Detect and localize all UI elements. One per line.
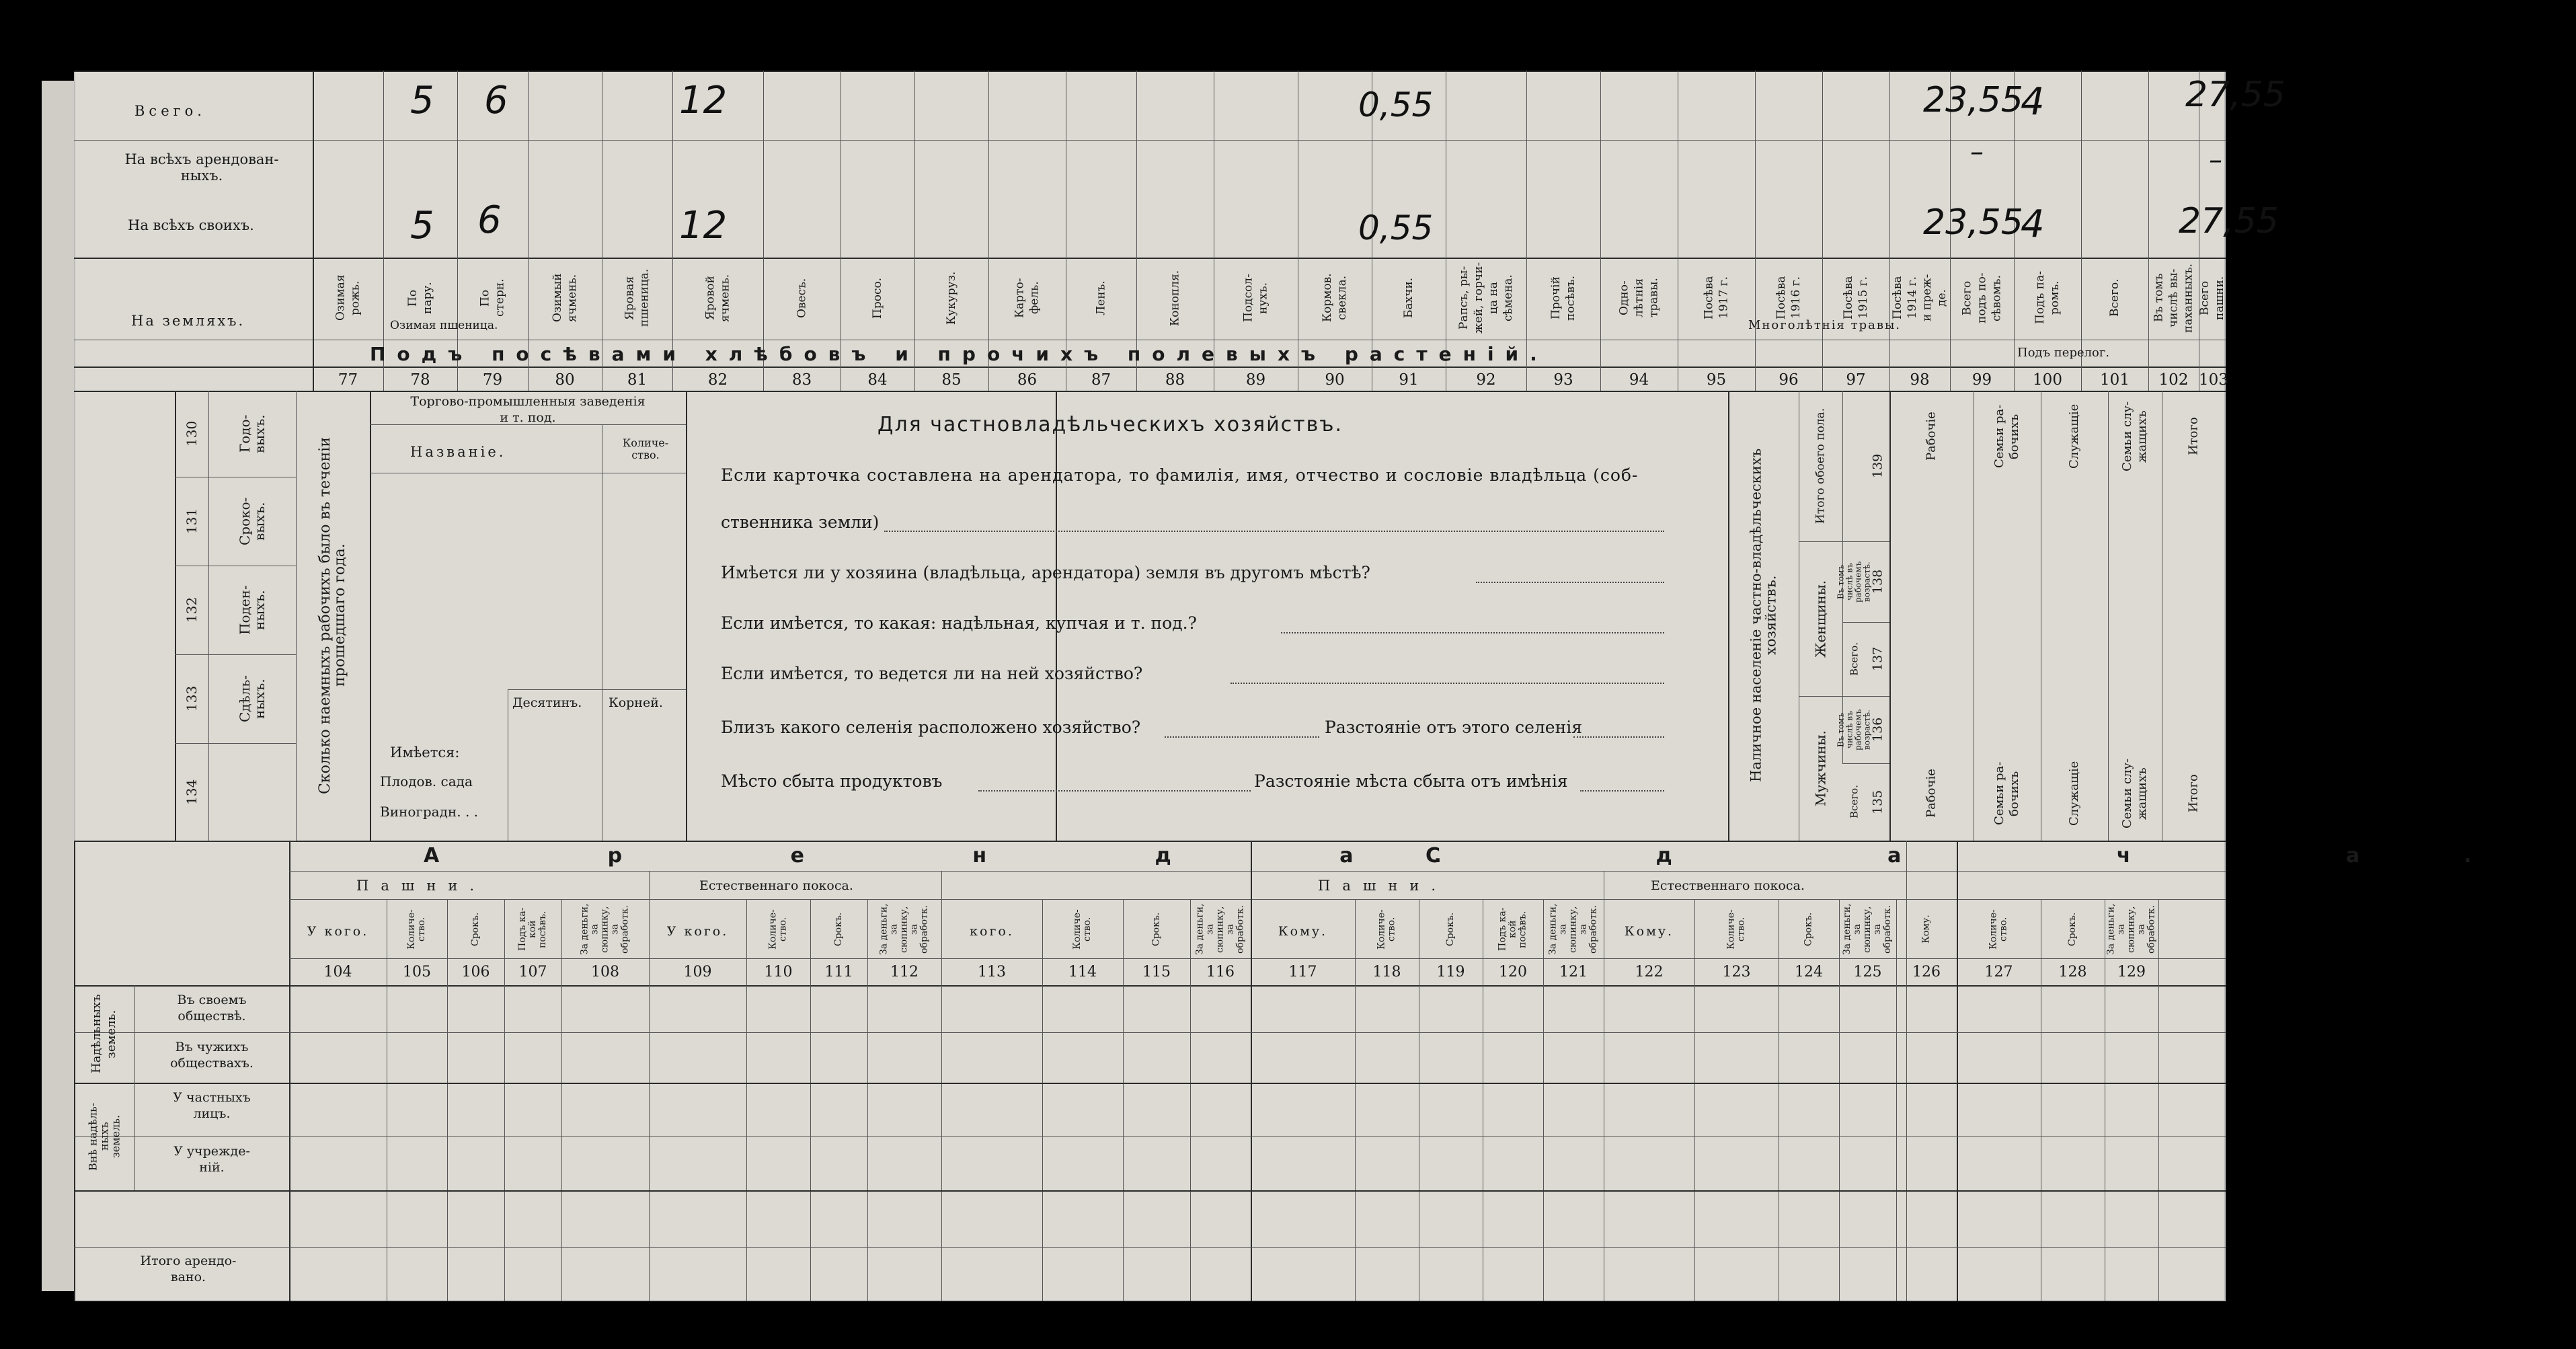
staff-col-bottom-4: Итого: [2186, 774, 2201, 813]
column-header-89: Подсол- нухъ.: [1241, 274, 1270, 322]
column-number-94: 94: [1629, 371, 1649, 389]
handwritten-vsego-91: 0,55: [1358, 85, 1434, 124]
column-header-101: Всего.: [2108, 278, 2121, 317]
bottom-col-header-121: За деньги, за сюпинку, за обработк.: [1547, 903, 1599, 956]
rule-line: [289, 958, 2226, 959]
worker-row-number-131: 131: [184, 508, 200, 535]
staff-col-top-0: Рабочіе: [1924, 412, 1939, 461]
column-header-81: Яровая пшеница.: [623, 268, 652, 327]
column-header-99: Всего подъ по- сѣвомъ.: [1960, 272, 2004, 323]
question-owner: Если карточка составлена на арендатора, то фамилія, имя, отчество и сословіе владѣльца (соб-: [721, 465, 1639, 485]
column-header-98: Посѣва 1914 г. и преж- де.: [1891, 274, 1949, 322]
bottom-col-header-123: Количе- ство.: [1725, 909, 1747, 950]
rule-line: [74, 1083, 2226, 1084]
handwritten-svoih-78: 5: [410, 204, 434, 247]
bottom-col-header-104: У кого.: [307, 924, 369, 939]
rule-line: [2148, 71, 2149, 391]
rule-line: [649, 871, 650, 899]
bottom-row-label-1: Въ чужихъ обществахъ.: [170, 1040, 253, 1071]
muzhchin-label: Мужчины.: [1812, 730, 1829, 806]
bottom-col-number-112: 112: [890, 964, 919, 980]
korney-label: Корней.: [609, 695, 663, 710]
bottom-col-number-116: 116: [1206, 964, 1235, 980]
rule-line: [2158, 899, 2159, 1301]
worker-row-label-131: Сроко- выхъ.: [237, 497, 268, 545]
column-number-92: 92: [1476, 371, 1496, 389]
bottom-col-header-108: За деньги, за сюпинку, за обработк.: [579, 903, 631, 956]
bottom-col-header-114: Количе- ство.: [1072, 909, 1093, 950]
bottom-col-header-128: Срокъ.: [2067, 912, 2078, 947]
dots-village-distance: [1573, 736, 1664, 738]
column-number-81: 81: [627, 371, 648, 389]
column-number-82: 82: [707, 371, 728, 389]
rule-line: [1694, 899, 1695, 1301]
rule-line: [1251, 841, 1252, 1301]
bottom-col-number-110: 110: [764, 964, 793, 980]
bottom-col-number-106: 106: [461, 964, 490, 980]
group-vne-nadelnyh: Внѣ надѣль- ныхъ земель.: [86, 1102, 122, 1171]
census-card: [74, 71, 2576, 1301]
worker-row-label-132: Поден- ныхъ.: [237, 585, 268, 635]
column-header-93: Прочій посѣвъ.: [1549, 275, 1577, 321]
rule-line: [941, 871, 942, 899]
column-number-84: 84: [867, 371, 888, 389]
column-header-92: Рапсъ, ры- жей, горчи- ца на сѣмена.: [1457, 262, 1515, 334]
bottom-row-label-3: У учрежде- ній.: [173, 1144, 250, 1175]
arenda-pashni-label: Пашни.: [356, 878, 487, 894]
mnogoletnie-label: Многолѣтнія травы.: [1748, 318, 1902, 332]
handwritten-vsego-103: 27,55: [2185, 75, 2286, 115]
dots-land-type: [1281, 632, 1664, 633]
vinograd-label: Виноградн. . .: [380, 804, 479, 820]
rule-line: [74, 1136, 2226, 1137]
column-header-103: Всего пашни.: [2198, 276, 2226, 320]
vsego-label-f: Всего.: [1848, 642, 1861, 676]
row-label-na-zemlyah: На земляхъ.: [131, 313, 245, 329]
rule-line: [1042, 899, 1043, 1301]
rule-line: [1543, 899, 1544, 1301]
bottom-col-number-122: 122: [1635, 964, 1664, 980]
column-number-85: 85: [941, 371, 962, 389]
rule-line: [289, 871, 2226, 872]
rule-line: [74, 71, 2226, 72]
column-header-77: Озимая рожь.: [334, 274, 362, 321]
v-tom-chisle-label-f: Въ томъ числѣ въ рабочемъ возрастѣ.: [1836, 561, 1872, 603]
rule-line: [289, 841, 290, 1301]
imeetsya-label: Имѣется:: [390, 744, 460, 761]
column-number-100: 100: [2033, 371, 2062, 389]
staff-col-top-1: Семьи ра- бочихъ: [1992, 404, 2021, 469]
rule-line: [74, 391, 2226, 392]
rule-line: [1755, 71, 1756, 391]
rule-line: [1123, 899, 1124, 1301]
sdacha-banner: С д а ч а.: [1426, 844, 2576, 868]
itogo-obeih-label: Итого обоего пола.: [1813, 408, 1828, 525]
bottom-col-header-126: Кому.: [1920, 915, 1932, 944]
sdacha-pashni-label: Пашни.: [1318, 878, 1448, 894]
bottom-col-header-107: Подъ ка- кой посѣвъ.: [517, 907, 548, 952]
question-market-distance: Разстояніе мѣста сбыта отъ имѣнія: [1254, 771, 1568, 791]
private-farm-title: Для частновладѣльческихъ хозяйствъ.: [877, 413, 1343, 436]
staff-col-bottom-3: Семьи слу- жащихъ: [2120, 758, 2149, 829]
column-header-86: Карто- фель.: [1013, 278, 1042, 318]
column-header-102: Въ томъ числѣ вы- паханныхъ.: [2152, 263, 2195, 333]
column-number-90: 90: [1325, 371, 1345, 389]
population-number-135: 135: [1870, 789, 1885, 814]
bottom-col-header-105: Количе- ство.: [406, 909, 427, 950]
dots-market-distance: [1580, 790, 1664, 792]
question-land-type: Если имѣется, то какая: надѣльная, купчая и т. под.?: [721, 613, 1197, 633]
plodov-label: Плодов. сада: [380, 773, 473, 789]
rule-line: [313, 71, 314, 391]
handwritten-arend-103: –: [2209, 145, 2222, 176]
rule-line: [686, 391, 687, 841]
handwritten-arend-99: –: [1970, 137, 1984, 167]
population-number-139: 139: [1870, 453, 1885, 479]
handwritten-svoih-82: 12: [679, 204, 728, 247]
bottom-col-number-111: 111: [824, 964, 853, 980]
rule-line: [941, 899, 942, 1301]
handwritten-vsego-99: 23,55: [1923, 80, 2023, 120]
bottom-col-number-125: 125: [1853, 964, 1882, 980]
handwritten-svoih-103: 27,55: [2179, 201, 2279, 241]
bottom-col-header-127: Количе- ство.: [1988, 909, 2009, 950]
worker-row-number-132: 132: [184, 596, 200, 623]
column-header-85: Кукуруз.: [945, 271, 958, 325]
bottom-col-header-120: Подъ ка- кой посѣвъ.: [1497, 907, 1528, 952]
question-farming: Если имѣется, то ведется ли на ней хозяйство?: [721, 664, 1143, 683]
bottom-col-number-114: 114: [1068, 964, 1097, 980]
rule-line: [649, 899, 650, 1301]
bottom-col-header-116: За деньги, за сюпинку, за обработк.: [1194, 903, 1246, 956]
arenda-pokos-label: Естественнаго покоса.: [699, 878, 853, 893]
column-number-101: 101: [2100, 371, 2130, 389]
bottom-col-header-106: Срокъ.: [470, 912, 481, 947]
rule-line: [746, 899, 747, 1301]
column-number-87: 87: [1091, 371, 1111, 389]
column-header-100: Подъ па- ромъ.: [2033, 271, 2062, 325]
staff-col-top-3: Семьи слу- жащихъ: [2120, 401, 2149, 472]
question-village: Близъ какого селенія расположено хозяйство?: [721, 718, 1141, 737]
column-number-89: 89: [1245, 371, 1266, 389]
column-number-83: 83: [791, 371, 812, 389]
column-number-78: 78: [410, 371, 430, 389]
column-header-95: Посѣва 1917 г.: [1702, 276, 1731, 320]
vsego-label-m: Всего.: [1848, 785, 1861, 819]
itogo-arendovano-label: Итого арендо- вано.: [140, 1254, 237, 1284]
column-number-95: 95: [1706, 371, 1727, 389]
rule-line: [74, 1190, 2226, 1192]
column-number-103: 103: [2199, 371, 2228, 389]
question-other-land: Имѣется ли у хозяина (владѣльца, арендатора) земля въ другомъ мѣстѣ?: [721, 563, 1370, 582]
rule-line: [508, 689, 686, 690]
ozimaya-pshenitsa-label: Озимая пшеница.: [390, 319, 498, 332]
rule-line: [2081, 71, 2082, 391]
population-number-136: 136: [1870, 717, 1885, 742]
rule-line: [1600, 71, 1601, 391]
rule-line: [74, 985, 2226, 987]
column-number-88: 88: [1165, 371, 1185, 389]
column-number-97: 97: [1846, 371, 1866, 389]
handwritten-vsego-100: 4: [2021, 80, 2045, 124]
worker-row-number-134: 134: [184, 779, 200, 805]
row-label-vsego: Всего.: [134, 103, 206, 119]
bottom-col-header-115: Срокъ.: [1150, 912, 1162, 947]
rule-line: [289, 899, 2226, 900]
bottom-col-number-115: 115: [1142, 964, 1171, 980]
bottom-col-number-119: 119: [1436, 964, 1465, 980]
column-header-97: Посѣва 1915 г.: [1842, 276, 1870, 320]
rule-line: [134, 985, 135, 1190]
rule-line: [810, 899, 811, 1301]
column-header-79: По стерн.: [478, 278, 507, 317]
bottom-row-label-0: Въ своемъ обществѣ.: [177, 993, 247, 1024]
bottom-col-number-126: 126: [1912, 964, 1941, 980]
bottom-col-number-118: 118: [1372, 964, 1401, 980]
bottom-col-number-121: 121: [1559, 964, 1588, 980]
rule-line: [74, 1247, 2226, 1248]
staff-col-top-2: Служащіе: [2067, 403, 2081, 469]
bottom-col-number-109: 109: [683, 964, 712, 980]
handwritten-svoih-100: 4: [2021, 202, 2045, 246]
rule-line: [447, 899, 448, 1301]
bottom-col-header-125: За деньги, за сюпинку, за обработк.: [1842, 903, 1893, 956]
column-header-84: Просо.: [871, 277, 884, 319]
group-nadelnyh: Надѣльныхъ земель.: [89, 994, 118, 1074]
column-header-88: Конопля.: [1168, 270, 1182, 326]
trade-title: Торгово-промышленныя заведенія и т. под.: [410, 394, 646, 425]
column-header-91: Бахчи.: [1402, 277, 1415, 319]
rule-line: [1889, 71, 1890, 391]
v-tom-chisle-label-m: Въ томъ числѣ въ рабочемъ возрастѣ.: [1836, 709, 1872, 750]
column-number-96: 96: [1779, 371, 1799, 389]
worker-row-number-133: 133: [184, 685, 200, 712]
rule-line: [561, 899, 562, 1301]
rule-line: [74, 258, 2226, 259]
dots-owner: [884, 531, 1664, 532]
worker-row-label-134: [208, 743, 296, 841]
rule-line: [1822, 71, 1823, 391]
rule-line: [504, 899, 505, 1301]
hired-workers-side-label: Сколько наемныхъ рабочихъ было въ теченіи прошедшаго года.: [317, 436, 348, 794]
rule-line: [1355, 899, 1356, 1301]
bottom-col-number-129: 129: [2117, 964, 2146, 980]
population-number-137: 137: [1870, 646, 1885, 672]
handwritten-vsego-78: 5: [410, 79, 434, 122]
rule-line: [867, 899, 868, 1301]
worker-row-label-133: Сдѣль- ныхъ.: [237, 674, 268, 723]
column-header-94: Одно- лѣтнія травы.: [1617, 278, 1661, 318]
rule-line: [74, 367, 2226, 368]
staff-col-bottom-0: Рабочіе: [1924, 769, 1939, 818]
question-market: Мѣсто сбыта продуктовъ: [721, 771, 943, 791]
bottom-col-header-117: Кому.: [1278, 924, 1328, 939]
bottom-col-number-105: 105: [403, 964, 431, 980]
dots-other-land: [1476, 582, 1664, 583]
desyatin-label: Десятинъ.: [512, 695, 582, 710]
handwritten-svoih-91: 0,55: [1358, 208, 1434, 247]
rule-line: [1896, 899, 1897, 1301]
column-header-96: Посѣва 1916 г.: [1774, 276, 1803, 320]
sdacha-pokos-label: Естественнаго покоса.: [1651, 878, 1805, 893]
column-number-86: 86: [1017, 371, 1038, 389]
bottom-col-header-112: За деньги, за сюпинку, за обработк.: [878, 903, 930, 956]
bottom-col-number-127: 127: [1984, 964, 2013, 980]
bottom-row-label-2: У частныхъ лицъ.: [173, 1090, 251, 1121]
column-number-79: 79: [482, 371, 503, 389]
bottom-col-number-120: 120: [1499, 964, 1527, 980]
bottom-col-header-122: Кому.: [1624, 924, 1674, 939]
handwritten-vsego-82: 12: [679, 79, 728, 122]
dots-market: [978, 790, 1251, 792]
bottom-col-header-111: Срокъ.: [833, 912, 844, 947]
bottom-col-header-129: За деньги, за сюпинку, за обработк.: [2105, 903, 2157, 956]
column-header-78: По пару.: [406, 282, 434, 314]
bottom-col-number-104: 104: [323, 964, 352, 980]
row-label-svoih: На всѣхъ своихъ.: [128, 217, 254, 233]
column-header-83: Овесъ.: [795, 278, 809, 318]
column-number-99: 99: [1972, 371, 1992, 389]
bottom-col-header-109: У кого.: [666, 924, 729, 939]
worker-row-label-130: Годо- выхъ.: [237, 414, 268, 453]
card-canvas: [74, 71, 2576, 1301]
bottom-col-number-124: 124: [1795, 964, 1823, 980]
handwritten-vsego-79: 6: [484, 79, 508, 122]
handwritten-svoih-79: 6: [477, 198, 502, 242]
column-number-102: 102: [2158, 371, 2189, 389]
bottom-col-number-128: 128: [2058, 964, 2087, 980]
rule-line: [74, 1032, 2226, 1033]
handwritten-svoih-99: 23,55: [1923, 202, 2023, 243]
rule-line: [1190, 899, 1191, 1301]
rule-line: [370, 391, 371, 841]
column-number-77: 77: [338, 371, 358, 389]
trade-qty-col: Количе- ство.: [622, 436, 669, 461]
staff-col-bottom-1: Семьи ра- бочихъ: [1992, 761, 2021, 826]
staff-col-top-4: Итого: [2186, 417, 2201, 456]
worker-row-number-130: 130: [184, 420, 200, 447]
bottom-col-header-113: кого.: [970, 924, 1014, 939]
bottom-col-number-108: 108: [591, 964, 619, 980]
question-owner-cont: ственника земли): [721, 512, 880, 532]
column-number-91: 91: [1399, 371, 1419, 389]
arenda-banner: А р е н д а.: [424, 844, 1522, 868]
column-header-87: Ленъ.: [1094, 280, 1108, 315]
question-village-distance: Разстояніе отъ этого селенія: [1325, 718, 1583, 737]
staff-col-bottom-2: Служащіе: [2067, 761, 2081, 826]
zhenshin-label: Женщины.: [1812, 580, 1829, 658]
perelog-label: Подъ перелог.: [2017, 346, 2110, 360]
column-header-82: Яровой ячмень.: [703, 274, 732, 322]
binding-spine: [42, 81, 79, 1291]
rule-line: [1839, 899, 1840, 1301]
row-label-arendovannyh: На всѣхъ арендован- ныхъ.: [124, 151, 279, 184]
trade-name-col: Названіе.: [410, 444, 506, 460]
bottom-col-header-118: Количе- ство.: [1376, 909, 1397, 950]
bottom-col-header-110: Количе- ство.: [767, 909, 789, 950]
sown-area-banner: Подъ посѣвами хлѣбовъ и прочихъ полевыхъ растеній.: [370, 343, 1549, 365]
dots-village: [1165, 736, 1319, 738]
column-number-93: 93: [1553, 371, 1573, 389]
bottom-col-number-113: 113: [978, 964, 1006, 980]
column-header-90: Кормов. свекла.: [1321, 273, 1349, 323]
population-side-label: Наличное населеніе частно-владѣльческихъ хозяйствъ.: [1748, 448, 1779, 783]
rule-line: [74, 841, 2226, 842]
column-number-98: 98: [1910, 371, 1930, 389]
bottom-col-number-117: 117: [1288, 964, 1317, 980]
rule-line: [74, 140, 2226, 141]
column-number-80: 80: [555, 371, 575, 389]
bottom-col-header-124: Срокъ.: [1803, 912, 1814, 947]
column-header-80: Озимый ячмень.: [551, 273, 579, 323]
population-number-138: 138: [1870, 569, 1885, 594]
bottom-col-number-123: 123: [1722, 964, 1751, 980]
bottom-col-number-107: 107: [518, 964, 547, 980]
bottom-col-header-119: Срокъ.: [1445, 912, 1456, 947]
dots-farming: [1231, 683, 1664, 684]
